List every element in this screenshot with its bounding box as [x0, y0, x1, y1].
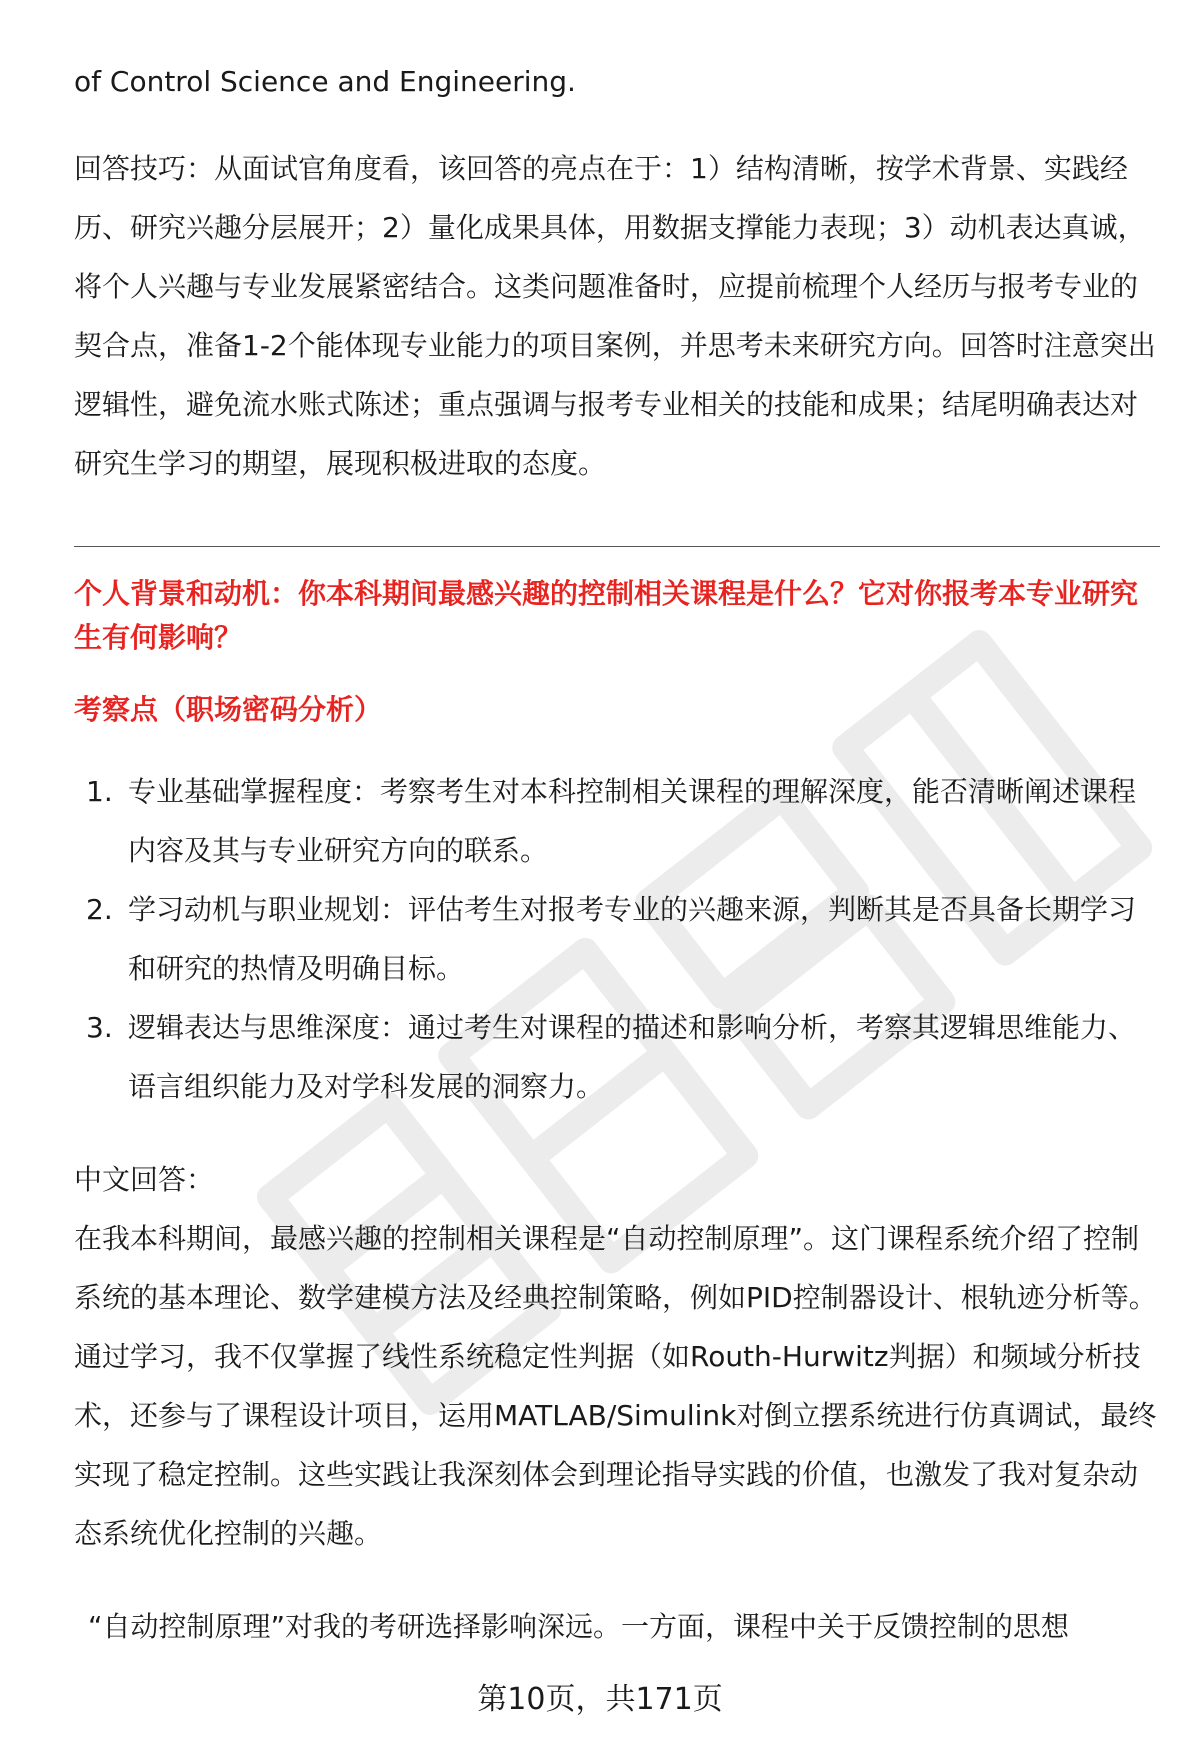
question-title: 个人背景和动机：你本科期间最感兴趣的控制相关课程是什么？它对你报考本专业研究生有何影响？: [74, 577, 1139, 654]
list-item: [74, 762, 1160, 880]
list-number: 1.: [86, 775, 113, 808]
list-item-text: 专业基础掌握程度：考察考生对本科控制相关课程的理解深度，能否清晰阐述课程内容及其与专业研究方向的联系。: [128, 775, 1137, 867]
focus-heading: 考察点（职场密码分析）: [74, 693, 383, 726]
tips-label: 回答技巧：: [74, 152, 215, 185]
list-number: 2.: [86, 893, 113, 926]
list-item: [74, 998, 1160, 1116]
list-number: 3.: [86, 1011, 113, 1044]
list-item-text: 逻辑表达与思维深度：通过考生对课程的描述和影响分析，考察其逻辑思维能力、语言组织能力及对学科发展的洞察力。: [128, 1011, 1137, 1103]
answer-tips-paragraph: [74, 139, 1160, 493]
focus-list: [74, 762, 1160, 1116]
answer-paragraph-1: 在我本科期间，最感兴趣的控制相关课程是“自动控制原理”。这门课程系统介绍了控制系统的基本理论、数学建模方法及经典控制策略，例如PID控制器设计、根轨迹分析等。通过学习，我不仅掌握了线性系统稳定性判据（如Routh-Hurwitz判据）和频域分析技术，还参与了课程设计项目，运用MATLAB/Simulink对倒立摆系统进行仿真调试，最终实现了稳定控制。这些实践让我深刻体会到理论指导实践的价值，也激发了我对复杂动态系统优化控制的兴趣。: [74, 1222, 1157, 1550]
list-item: [74, 880, 1160, 998]
intro-tail-text: of Control Science and Engineering.: [74, 65, 576, 98]
answer-heading: 中文回答：: [74, 1163, 215, 1196]
list-item-text: 学习动机与职业规划：评估考生对报考专业的兴趣来源，判断其是否具备长期学习和研究的热情及明确目标。: [128, 893, 1137, 985]
section-divider: [74, 546, 1160, 547]
tips-text: 从面试官角度看，该回答的亮点在于：1）结构清晰，按学术背景、实践经历、研究兴趣分层展开；2）量化成果具体，用数据支撑能力表现；3）动机表达真诚，将个人兴趣与专业发展紧密结合。这类问题准备时，应提前梳理个人经历与报考专业的契合点，准备1-2个能体现专业能力的项目案例，并思考未来研究方向。回答时注意突出逻辑性，避免流水账式陈述；重点强调与报考专业相关的技能和成果；结尾明确表达对研究生学习的期望，展现积极进取的态度。: [74, 152, 1156, 480]
answer-paragraph-2: “自动控制原理”对我的考研选择影响深远。一方面，课程中关于反馈控制的思想: [88, 1610, 1070, 1643]
page-number: 第10页，共171页: [477, 1682, 723, 1717]
